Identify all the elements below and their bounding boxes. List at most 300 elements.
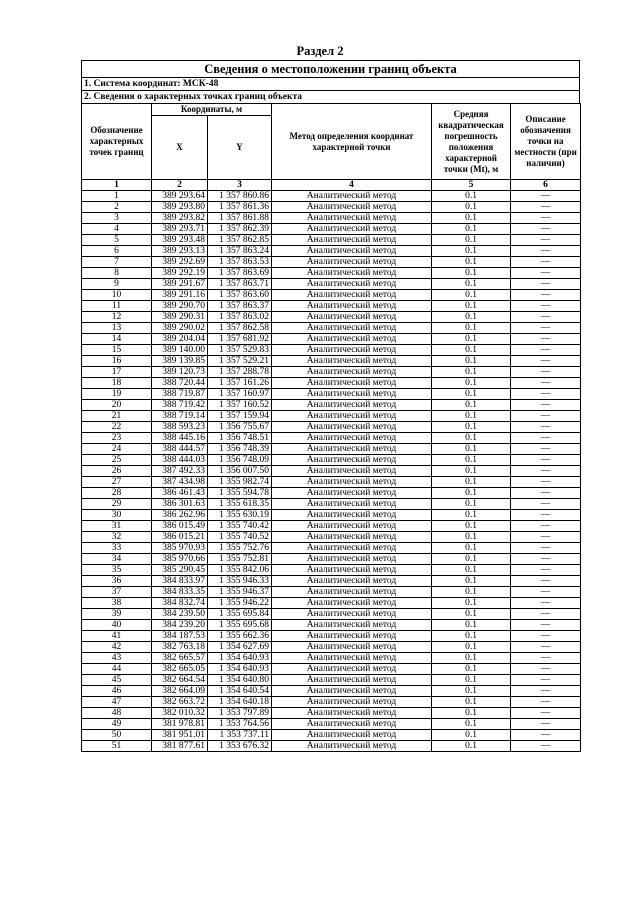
table-row [82,290,581,301]
y-coordinate-cell: 1 356 755.67 [208,422,272,433]
y-coordinate-cell: 1 357 161.26 [208,378,272,389]
header-accuracy: Средняя квадратическая погрешность положения характерной точки (Mt), м [432,104,511,180]
point-number-cell: 5 [82,235,152,246]
accuracy-cell: 0.1 [432,411,511,422]
accuracy-cell: 0.1 [432,675,511,686]
point-number-cell: 37 [82,587,152,598]
method-cell: Аналитический метод [272,389,432,400]
point-number-cell: 22 [82,422,152,433]
y-coordinate-cell: 1 357 862.39 [208,224,272,235]
y-coordinate-cell: 1 356 748.09 [208,455,272,466]
description-cell: — [511,345,581,356]
y-coordinate-cell: 1 355 695.68 [208,620,272,631]
description-cell: — [511,290,581,301]
table-row [82,521,581,532]
column-number: 4 [272,180,432,191]
point-number-cell: 39 [82,609,152,620]
method-cell: Аналитический метод [272,510,432,521]
x-coordinate-cell: 381 877.61 [152,741,208,752]
table-row [82,708,581,719]
accuracy-cell: 0.1 [432,554,511,565]
point-number-cell: 25 [82,455,152,466]
point-number-cell: 24 [82,444,152,455]
accuracy-cell: 0.1 [432,697,511,708]
description-cell: — [511,301,581,312]
x-coordinate-cell: 386 461.43 [152,488,208,499]
description-cell: — [511,246,581,257]
y-coordinate-cell: 1 355 740.52 [208,532,272,543]
header-x: X [152,116,208,180]
accuracy-cell: 0.1 [432,422,511,433]
point-number-cell: 33 [82,543,152,554]
table-row [82,213,581,224]
method-cell: Аналитический метод [272,708,432,719]
accuracy-cell: 0.1 [432,334,511,345]
table-row [82,389,581,400]
method-cell: Аналитический метод [272,719,432,730]
method-cell: Аналитический метод [272,609,432,620]
x-coordinate-cell: 389 293.82 [152,213,208,224]
description-cell: — [511,356,581,367]
x-coordinate-cell: 382 665.57 [152,653,208,664]
description-cell: — [511,378,581,389]
column-number: 1 [82,180,152,191]
x-coordinate-cell: 384 187.53 [152,631,208,642]
y-coordinate-cell: 1 357 861.36 [208,202,272,213]
point-number-cell: 21 [82,411,152,422]
x-coordinate-cell: 389 140.00 [152,345,208,356]
points-heading: 2. Сведения о характерных точках границ объекта [81,90,580,103]
method-cell: Аналитический метод [272,400,432,411]
column-number: 5 [432,180,511,191]
x-coordinate-cell: 389 139.85 [152,356,208,367]
description-cell: — [511,279,581,290]
description-cell: — [511,268,581,279]
x-coordinate-cell: 385 290.45 [152,565,208,576]
table-row [82,697,581,708]
accuracy-cell: 0.1 [432,301,511,312]
x-coordinate-cell: 389 292.69 [152,257,208,268]
header-coordinates: Координаты, м [152,104,272,116]
x-coordinate-cell: 389 293.64 [152,191,208,202]
description-cell: — [511,697,581,708]
y-coordinate-cell: 1 357 681.92 [208,334,272,345]
accuracy-cell: 0.1 [432,565,511,576]
x-coordinate-cell: 381 951.01 [152,730,208,741]
table-row [82,444,581,455]
accuracy-cell: 0.1 [432,290,511,301]
point-number-cell: 10 [82,290,152,301]
accuracy-cell: 0.1 [432,224,511,235]
table-row [82,620,581,631]
table-row [82,334,581,345]
point-number-cell: 48 [82,708,152,719]
description-cell: — [511,730,581,741]
accuracy-cell: 0.1 [432,389,511,400]
point-number-cell: 9 [82,279,152,290]
y-coordinate-cell: 1 353 737.11 [208,730,272,741]
x-coordinate-cell: 388 719.87 [152,389,208,400]
x-coordinate-cell: 384 239.50 [152,609,208,620]
description-cell: — [511,191,581,202]
accuracy-cell: 0.1 [432,631,511,642]
accuracy-cell: 0.1 [432,532,511,543]
y-coordinate-cell: 1 357 863.37 [208,301,272,312]
description-cell: — [511,433,581,444]
table-row [82,565,581,576]
x-coordinate-cell: 386 262.96 [152,510,208,521]
method-cell: Аналитический метод [272,532,432,543]
table-row [82,323,581,334]
x-coordinate-cell: 382 664.09 [152,686,208,697]
accuracy-cell: 0.1 [432,455,511,466]
method-cell: Аналитический метод [272,235,432,246]
y-coordinate-cell: 1 357 863.02 [208,312,272,323]
y-coordinate-cell: 1 357 863.71 [208,279,272,290]
point-number-cell: 44 [82,664,152,675]
table-row [82,686,581,697]
method-cell: Аналитический метод [272,587,432,598]
point-number-cell: 29 [82,499,152,510]
method-cell: Аналитический метод [272,246,432,257]
description-cell: — [511,631,581,642]
point-number-cell: 38 [82,598,152,609]
accuracy-cell: 0.1 [432,620,511,631]
method-cell: Аналитический метод [272,422,432,433]
description-cell: — [511,499,581,510]
x-coordinate-cell: 386 015.49 [152,521,208,532]
y-coordinate-cell: 1 357 862.58 [208,323,272,334]
point-number-cell: 23 [82,433,152,444]
point-number-cell: 40 [82,620,152,631]
point-number-cell: 26 [82,466,152,477]
method-cell: Аналитический метод [272,543,432,554]
accuracy-cell: 0.1 [432,444,511,455]
method-cell: Аналитический метод [272,477,432,488]
table-row [82,356,581,367]
x-coordinate-cell: 388 444.03 [152,455,208,466]
x-coordinate-cell: 389 293.13 [152,246,208,257]
description-cell: — [511,510,581,521]
table-row [82,598,581,609]
description-cell: — [511,466,581,477]
description-cell: — [511,477,581,488]
point-number-cell: 34 [82,554,152,565]
description-cell: — [511,444,581,455]
table-row [82,730,581,741]
point-number-cell: 31 [82,521,152,532]
x-coordinate-cell: 389 293.71 [152,224,208,235]
table-row [82,378,581,389]
method-cell: Аналитический метод [272,213,432,224]
method-cell: Аналитический метод [272,279,432,290]
x-coordinate-cell: 385 970.93 [152,543,208,554]
description-cell: — [511,532,581,543]
column-number: 3 [208,180,272,191]
method-cell: Аналитический метод [272,378,432,389]
description-cell: — [511,554,581,565]
table-row [82,411,581,422]
method-cell: Аналитический метод [272,620,432,631]
method-cell: Аналитический метод [272,411,432,422]
table-body [82,191,581,752]
x-coordinate-cell: 382 663.72 [152,697,208,708]
table-row [82,653,581,664]
accuracy-cell: 0.1 [432,598,511,609]
y-coordinate-cell: 1 355 842.06 [208,565,272,576]
y-coordinate-cell: 1 357 862.85 [208,235,272,246]
point-number-cell: 47 [82,697,152,708]
x-coordinate-cell: 389 291.67 [152,279,208,290]
x-coordinate-cell: 382 763.18 [152,642,208,653]
description-cell: — [511,543,581,554]
accuracy-cell: 0.1 [432,730,511,741]
y-coordinate-cell: 1 355 982.74 [208,477,272,488]
accuracy-cell: 0.1 [432,356,511,367]
table-row [82,609,581,620]
description-cell: — [511,422,581,433]
table-row [82,642,581,653]
accuracy-cell: 0.1 [432,521,511,532]
y-coordinate-cell: 1 355 594.78 [208,488,272,499]
x-coordinate-cell: 386 015.21 [152,532,208,543]
column-number-row [82,180,581,191]
description-cell: — [511,576,581,587]
accuracy-cell: 0.1 [432,653,511,664]
accuracy-cell: 0.1 [432,576,511,587]
point-number-cell: 28 [82,488,152,499]
y-coordinate-cell: 1 353 797.89 [208,708,272,719]
method-cell: Аналитический метод [272,576,432,587]
y-coordinate-cell: 1 355 695.84 [208,609,272,620]
table-row [82,257,581,268]
table-row [82,741,581,752]
description-cell: — [511,400,581,411]
y-coordinate-cell: 1 354 640.93 [208,664,272,675]
point-number-cell: 50 [82,730,152,741]
table-row [82,466,581,477]
method-cell: Аналитический метод [272,598,432,609]
method-cell: Аналитический метод [272,521,432,532]
point-number-cell: 32 [82,532,152,543]
accuracy-cell: 0.1 [432,378,511,389]
x-coordinate-cell: 388 444.57 [152,444,208,455]
method-cell: Аналитический метод [272,224,432,235]
y-coordinate-cell: 1 357 863.69 [208,268,272,279]
y-coordinate-cell: 1 356 748.39 [208,444,272,455]
table-row [82,367,581,378]
point-number-cell: 41 [82,631,152,642]
y-coordinate-cell: 1 357 160.97 [208,389,272,400]
coordinate-system-label: 1. Система координат: МСК-48 [81,77,580,90]
accuracy-cell: 0.1 [432,279,511,290]
method-cell: Аналитический метод [272,565,432,576]
x-coordinate-cell: 389 290.31 [152,312,208,323]
point-number-cell: 30 [82,510,152,521]
x-coordinate-cell: 388 719.14 [152,411,208,422]
accuracy-cell: 0.1 [432,367,511,378]
method-cell: Аналитический метод [272,334,432,345]
table-row [82,345,581,356]
header-point-designation: Обозначение характерных точек границ [82,104,152,180]
y-coordinate-cell: 1 357 160.52 [208,400,272,411]
y-coordinate-cell: 1 355 752.76 [208,543,272,554]
point-number-cell: 4 [82,224,152,235]
table-row [82,400,581,411]
description-cell: — [511,653,581,664]
method-cell: Аналитический метод [272,686,432,697]
x-coordinate-cell: 389 290.70 [152,301,208,312]
description-cell: — [511,455,581,466]
table-row [82,301,581,312]
description-cell: — [511,708,581,719]
description-cell: — [511,587,581,598]
point-number-cell: 6 [82,246,152,257]
x-coordinate-cell: 389 292.19 [152,268,208,279]
accuracy-cell: 0.1 [432,488,511,499]
description-cell: — [511,202,581,213]
table-row [82,224,581,235]
point-number-cell: 27 [82,477,152,488]
accuracy-cell: 0.1 [432,400,511,411]
x-coordinate-cell: 389 120.73 [152,367,208,378]
y-coordinate-cell: 1 357 863.24 [208,246,272,257]
table-row [82,510,581,521]
method-cell: Аналитический метод [272,301,432,312]
description-cell: — [511,235,581,246]
x-coordinate-cell: 382 010.32 [152,708,208,719]
method-cell: Аналитический метод [272,697,432,708]
accuracy-cell: 0.1 [432,510,511,521]
y-coordinate-cell: 1 355 752.81 [208,554,272,565]
table-row [82,631,581,642]
point-number-cell: 36 [82,576,152,587]
x-coordinate-cell: 385 970.66 [152,554,208,565]
y-coordinate-cell: 1 354 627.69 [208,642,272,653]
accuracy-cell: 0.1 [432,477,511,488]
description-cell: — [511,642,581,653]
point-number-cell: 8 [82,268,152,279]
y-coordinate-cell: 1 356 748.51 [208,433,272,444]
boundary-points-table [81,103,581,752]
point-number-cell: 42 [82,642,152,653]
description-cell: — [511,213,581,224]
description-cell: — [511,367,581,378]
accuracy-cell: 0.1 [432,642,511,653]
description-cell: — [511,565,581,576]
column-number: 6 [511,180,581,191]
accuracy-cell: 0.1 [432,499,511,510]
method-cell: Аналитический метод [272,257,432,268]
point-number-cell: 17 [82,367,152,378]
accuracy-cell: 0.1 [432,719,511,730]
header-method: Метод определения координат характерной точки [272,104,432,180]
accuracy-cell: 0.1 [432,235,511,246]
table-row [82,422,581,433]
accuracy-cell: 0.1 [432,213,511,224]
method-cell: Аналитический метод [272,323,432,334]
x-coordinate-cell: 384 833.97 [152,576,208,587]
accuracy-cell: 0.1 [432,246,511,257]
accuracy-cell: 0.1 [432,609,511,620]
x-coordinate-cell: 388 720.44 [152,378,208,389]
table-row [82,719,581,730]
y-coordinate-cell: 1 355 618.35 [208,499,272,510]
table-row [82,587,581,598]
method-cell: Аналитический метод [272,290,432,301]
y-coordinate-cell: 1 355 946.33 [208,576,272,587]
method-cell: Аналитический метод [272,499,432,510]
y-coordinate-cell: 1 357 529.21 [208,356,272,367]
table-row [82,499,581,510]
point-number-cell: 12 [82,312,152,323]
point-number-cell: 14 [82,334,152,345]
y-coordinate-cell: 1 357 863.53 [208,257,272,268]
point-number-cell: 1 [82,191,152,202]
table-row [82,532,581,543]
y-coordinate-cell: 1 353 764.56 [208,719,272,730]
y-coordinate-cell: 1 354 640.80 [208,675,272,686]
accuracy-cell: 0.1 [432,466,511,477]
y-coordinate-cell: 1 355 946.37 [208,587,272,598]
point-number-cell: 43 [82,653,152,664]
accuracy-cell: 0.1 [432,543,511,554]
point-number-cell: 7 [82,257,152,268]
y-coordinate-cell: 1 355 662.36 [208,631,272,642]
accuracy-cell: 0.1 [432,686,511,697]
section-title: Раздел 2 [296,44,344,58]
x-coordinate-cell: 389 290.02 [152,323,208,334]
description-cell: — [511,719,581,730]
y-coordinate-cell: 1 356 007.50 [208,466,272,477]
x-coordinate-cell: 387 492.33 [152,466,208,477]
header-description: Описание обозначения точки на местности (при наличии) [511,104,581,180]
description-cell: — [511,686,581,697]
point-number-cell: 15 [82,345,152,356]
x-coordinate-cell: 382 664.54 [152,675,208,686]
y-coordinate-cell: 1 357 860.86 [208,191,272,202]
description-cell: — [511,741,581,752]
method-cell: Аналитический метод [272,664,432,675]
x-coordinate-cell: 384 239.20 [152,620,208,631]
accuracy-cell: 0.1 [432,587,511,598]
x-coordinate-cell: 388 719.42 [152,400,208,411]
table-row [82,554,581,565]
point-number-cell: 18 [82,378,152,389]
point-number-cell: 49 [82,719,152,730]
description-cell: — [511,411,581,422]
method-cell: Аналитический метод [272,653,432,664]
method-cell: Аналитический метод [272,433,432,444]
method-cell: Аналитический метод [272,202,432,213]
x-coordinate-cell: 389 293.48 [152,235,208,246]
y-coordinate-cell: 1 354 640.18 [208,697,272,708]
point-number-cell: 51 [82,741,152,752]
table-row [82,664,581,675]
y-coordinate-cell: 1 354 640.93 [208,653,272,664]
point-number-cell: 13 [82,323,152,334]
y-coordinate-cell: 1 355 630.19 [208,510,272,521]
table-row [82,312,581,323]
y-coordinate-cell: 1 357 159.94 [208,411,272,422]
method-cell: Аналитический метод [272,466,432,477]
method-cell: Аналитический метод [272,356,432,367]
accuracy-cell: 0.1 [432,741,511,752]
table-row [82,268,581,279]
column-number: 2 [152,180,208,191]
method-cell: Аналитический метод [272,367,432,378]
description-cell: — [511,598,581,609]
